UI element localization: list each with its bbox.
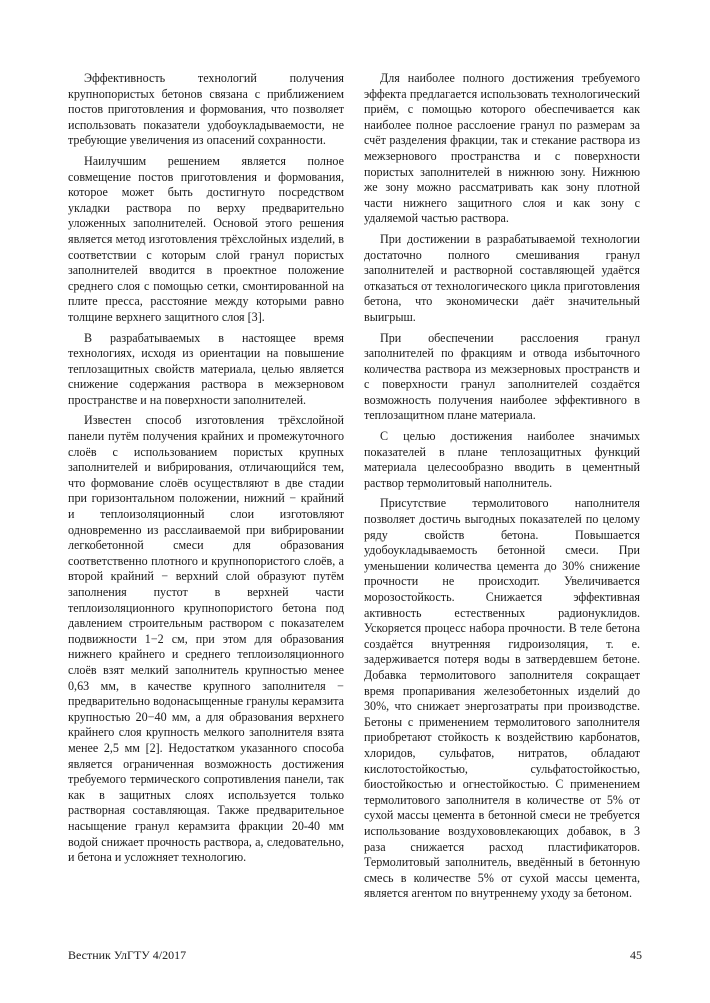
page-footer xyxy=(68,948,642,963)
paragraph: При обеспечении расслоения гранул заполнителей по фракциям и отвода избыточного количества раствора из межзерновых пространств и с поверхности гранул заполнителей создаётся возможность получения наиболее эффективного в теплозащитном плане материала. xyxy=(364,330,640,423)
left-column xyxy=(68,71,344,871)
paragraph: Для наиболее полного достижения требуемого эффекта предлагается использовать технологический приём, с помощью которого обеспечивается как наиболее полное расслоение гранул по размерам за счёт разделения фракции, так и стекание раствора из межзернового пространства и с поверхности пористых заполнителей в нижнюю зону. Нижнюю же зону можно рассматривать как зону плотной части нижнего защитного слоя и как зону с удаляемой частью раствора. xyxy=(364,71,640,226)
paragraph: С целью достижения наиболее значимых показателей в плане теплозащитных функций материала целесообразно вводить в цементный раствор термолитовый наполнитель. xyxy=(364,429,640,490)
paragraph: Эффективность технологий получения крупнопористых бетонов связана с приближением постов приготовления и формования, что позволяет использовать показатели удобоукладываемости, не требующие увеличения из опасений сохранности. xyxy=(68,71,344,148)
paragraph: Присутствие термолитового наполнителя позволяет достичь выгодных показателей по целому ряду свойств бетона. Повышается удобоукладываемость бетонной смеси. При уменьшении количества цемента до 30% снижение прочности не происходит. Увеличивается морозостойкость. Снижается эффективная активность естественных радионуклидов. Ускоряется процесс набора прочности. В теле бетона создаётся внутренняя гидроизоляция, т. е. задерживается потеря воды в затвердевшем бетоне. Добавка термолитового заполнителя сокращает время пропаривания железобетонных изделий до 30%, что снижает энергозатраты при производстве. Бетоны с применением термолитового заполнителя приобретают стойкость к воздействию карбонатов, хлоридов, сульфатов, нитратов, обладают кислотостойкостью, сульфатостойкостью, биостойкостью и огнестойкостью. С применением термолитового заполнителя в количестве от 5% от сухой массы цемента в бетонной смеси не требуется использование воздухововлекающих добавок, в 3 раза снижается расход пластификаторов. Термолитовый заполнитель, введённый в бетонную смесь в количестве 5% от сухой массы цемента, является агентом по внутреннему уходу за бетоном. xyxy=(364,496,640,901)
paragraph: Известен способ изготовления трёхслойной панели путём получения крайних и промежуточного слоёв с использованием пористых крупных заполнителей и вибрирования, отличающийся тем, что формование слоёв осуществляют в две стадии при горизонтальном положении, нижний − крайний и теплоизоляционный слои изготовляют одновременно из расслаиваемой при вибрировании легкобетонной смеси для образования соответственно плотного и крупнопористого слоёв, а второй крайний − верхний слой образуют путём заполнения пустот в верхней части теплоизоляционного крупнопористого бетона под давлением строительным раствором с показателем подвижности 1−2 см, при этом для образования нижнего крайнего и среднего теплоизоляционного слоёв взят мелкий заполнитель крупностью менее 0,63 мм, в качестве крупного заполнителя − предварительно водонасыщенные гранулы керамзита крупностью 20−40 мм, а для образования верхнего крайнего слоя крупность мелкого заполнителя взята менее 2,5 мм [2]. Недостатком указанного способа является ограниченная возможность достижения требуемого термического сопротивления панели, так как в защитных слоях используется только растворная составляющая. Также предварительное насыщение гранул керамзита фракции 20-40 мм водой снижает прочность раствора, а, следовательно, и бетона и усложняет технологию. xyxy=(68,413,344,865)
journal-name: Вестник УлГТУ 4/2017 xyxy=(68,948,187,962)
right-column xyxy=(364,71,640,907)
paragraph: В разрабатываемых в настоящее время технологиях, исходя из ориентации на повышение теплозащитных свойств материала, целью является снижение содержания раствора в межзерновом пространстве и на поверхности заполнителей. xyxy=(68,330,344,407)
paragraph: При достижении в разрабатываемой технологии достаточно полного смешивания гранул заполнителей и растворной составляющей удаётся отказаться от технологического цикла приготовления бетона, что экономически даёт значительный выигрыш. xyxy=(364,231,640,324)
page-number: 45 xyxy=(630,948,642,962)
paragraph: Наилучшим решением является полное совмещение постов приготовления и формования, которое может быть достигнуто посредством укладки раствора по верху предварительно уложенных заполнителей. Основой этого решения является метод изготовления трёхслойных изделий, в соответствии с которым слой гранул пористых заполнителей вводится в проектное положение среднего слоя с помощью сетки, смонтированной на плите пресса, расстояние между которыми равно толщине верхнего защитного слоя [3]. xyxy=(68,153,344,324)
